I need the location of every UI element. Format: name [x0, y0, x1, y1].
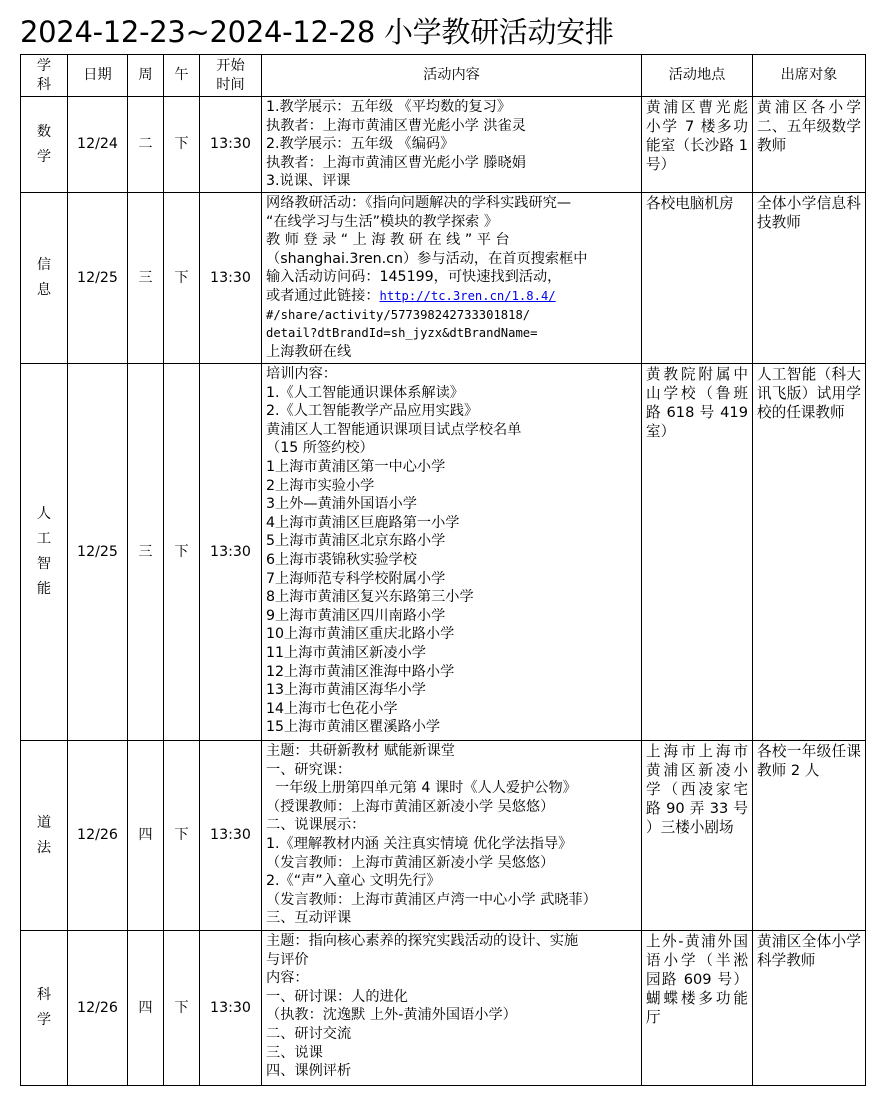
page-title: 2024-12-23~2024-12-28 小学教研活动安排 — [20, 15, 614, 49]
audience-cell: 全体小学信息科技教师 — [753, 193, 866, 364]
time-cell: 13:30 — [200, 931, 262, 1086]
date-cell: 12/26 — [68, 931, 128, 1086]
content-line: （授课教师：上海市黄浦区新凌小学 吴悠悠） — [266, 798, 555, 815]
content-line: 四、课例评析 — [266, 1063, 352, 1080]
location-cell: 上外-黄浦外国语小学（半淞园路 609 号）蝴蝶楼多功能厅 — [642, 931, 753, 1086]
content-line: 3.说课、评课 — [266, 173, 351, 190]
time-cell: 13:30 — [200, 364, 262, 741]
content-line: 执教者：上海市黄浦区曹光彪小学 滕晓娟 — [266, 154, 526, 171]
time-cell: 13:30 — [200, 97, 262, 193]
school-list-item: 5上海市黄浦区北京东路小学 — [266, 533, 446, 550]
content-line: 教 师 登 录 “ 上 海 教 研 在 线 ” 平 台 — [266, 232, 510, 249]
content-line: 主题：指向核心素养的探究实践活动的设计、实施 — [266, 933, 579, 949]
content-line: detail?dtBrandId=sh_jyzx&dtBrandName= — [266, 326, 538, 341]
weekday-cell: 三 — [128, 364, 164, 741]
weekday-cell: 二 — [128, 97, 164, 193]
location-cell: 上海市上海市黄浦区新凌小学（西凌家宅路 90 弄 33 号 ）三楼小剧场 — [642, 741, 753, 931]
content-line: 主题：共研新教材 赋能新课堂 — [266, 743, 455, 759]
content-line: 一年级上册第四单元第 4 课时《人人爱护公物》 — [266, 780, 577, 797]
content-line: 上海教研在线 — [266, 343, 352, 360]
content-line: 1.《理解教材内涵 关注真实情境 优化学法指导》 — [266, 835, 573, 852]
content-cell — [262, 741, 642, 931]
school-list-item: 13上海市黄浦区海华小学 — [266, 682, 426, 699]
header-date: 日期 — [68, 55, 128, 97]
content-line: 网络教研活动：《指向问题解决的学科实践研究— — [266, 195, 572, 211]
content-cell — [262, 97, 642, 193]
table-row — [21, 193, 866, 364]
school-list-item: 8上海市黄浦区复兴东路第三小学 — [266, 589, 474, 606]
content-line: 2.《人工智能教学产品应用实践》 — [266, 403, 479, 420]
school-list-item: 11上海市黄浦区新凌小学 — [266, 644, 426, 661]
audience-cell: 人工智能（科大讯飞版）试用学校的任课教师 — [753, 364, 866, 741]
content-line — [266, 287, 637, 306]
subject-cell: 科学 — [21, 931, 68, 1086]
header-location: 活动地点 — [642, 55, 753, 97]
content-line: （执教：沈逸默 上外-黄浦外国语小学） — [266, 1007, 517, 1024]
weekday-cell: 四 — [128, 931, 164, 1086]
school-list-item: 7上海师范专科学校附属小学 — [266, 570, 446, 587]
weekday-cell: 四 — [128, 741, 164, 931]
school-list-item: 2上海市实验小学 — [266, 477, 375, 494]
content-line: 三、互动评课 — [266, 910, 352, 927]
content-cell — [262, 931, 642, 1086]
content-cell — [262, 364, 642, 741]
school-list-item: 3上外—黄浦外国语小学 — [266, 496, 417, 513]
date-cell: 12/25 — [68, 364, 128, 741]
content-line: 培训内容： — [266, 366, 337, 382]
date-cell: 12/26 — [68, 741, 128, 931]
school-list-item: 4上海市黄浦区巨鹿路第一小学 — [266, 514, 460, 531]
audience-cell: 各校一年级任课教师 2 人 — [753, 741, 866, 931]
header-row — [21, 55, 866, 97]
subject-cell: 道法 — [21, 741, 68, 931]
subject-cell: 人工智能 — [21, 364, 68, 741]
period-cell: 下 — [164, 741, 200, 931]
location-cell: 黄教院附属中山学校（鲁班路 618 号 419 室） — [642, 364, 753, 741]
time-cell: 13:30 — [200, 741, 262, 931]
school-list-item: 9上海市黄浦区四川南路小学 — [266, 607, 446, 624]
content-line: （发言教师：上海市黄浦区卢湾一中心小学 武晓菲） — [266, 891, 597, 908]
content-line: 二、说课展示： — [266, 817, 366, 834]
header-content: 活动内容 — [262, 55, 642, 97]
header-audience: 出席对象 — [753, 55, 866, 97]
weekday-cell: 三 — [128, 193, 164, 364]
content-line: 1.教学展示：五年级 《平均数的复习》 — [266, 99, 512, 115]
table-row — [21, 741, 866, 931]
content-line: 与评价 — [266, 951, 309, 968]
content-line: （15 所签约校） — [266, 440, 374, 457]
content-line: 三、说课 — [266, 1044, 323, 1061]
content-line: 内容： — [266, 970, 309, 987]
content-line: 2.教学展示：五年级 《编码》 — [266, 136, 455, 153]
period-cell: 下 — [164, 193, 200, 364]
schedule-table — [20, 54, 866, 1086]
subject-cell: 信息 — [21, 193, 68, 364]
content-line: 黄浦区人工智能通识课项目试点学校名单 — [266, 421, 522, 438]
period-cell: 下 — [164, 931, 200, 1086]
location-cell: 黄浦区曹光彪小学 7 楼多功能室（长沙路 1 号） — [642, 97, 753, 193]
content-line: 2.《“声”入童心 文明先行》 — [266, 873, 441, 890]
content-line: #/share/activity/577398242733301818/ — [266, 307, 531, 322]
header-weekday: 周 — [128, 55, 164, 97]
school-list-item: 12上海市黄浦区淮海中路小学 — [266, 663, 455, 680]
period-cell: 下 — [164, 97, 200, 193]
school-list-item: 6上海市裘锦秋实验学校 — [266, 551, 417, 568]
content-line: 二、研讨交流 — [266, 1025, 352, 1042]
school-list-item: 1上海市黄浦区第一中心小学 — [266, 458, 446, 475]
content-line: 输入活动访问码：145199，可快速找到活动， — [266, 269, 562, 286]
content-line: 一、研讨课：人的进化 — [266, 988, 408, 1005]
link-intro: 或者通过此链接： — [266, 287, 380, 304]
content-cell — [262, 193, 642, 364]
school-list-item: 10上海市黄浦区重庆北路小学 — [266, 626, 455, 643]
content-line: 1.《人工智能通识课体系解读》 — [266, 384, 464, 401]
time-cell: 13:30 — [200, 193, 262, 364]
subject-cell: 数学 — [21, 97, 68, 193]
content-line: “在线学习与生活”模块的教学探索 》 — [266, 213, 499, 230]
audience-cell: 黄浦区各小学二、五年级数学教师 — [753, 97, 866, 193]
content-line: 一、研究课： — [266, 761, 352, 778]
school-list-item: 15上海市黄浦区瞿溪路小学 — [266, 719, 441, 736]
content-line: 执教者：上海市黄浦区曹光彪小学 洪雀灵 — [266, 117, 526, 134]
date-cell: 12/24 — [68, 97, 128, 193]
header-subject: 学科 — [21, 55, 68, 97]
table-row — [21, 364, 866, 741]
date-cell: 12/25 — [68, 193, 128, 364]
table-row — [21, 97, 866, 193]
audience-cell: 黄浦区全体小学科学教师 — [753, 931, 866, 1086]
header-start-time: 开始时间 — [200, 55, 262, 97]
content-line: （shanghai.3ren.cn）参与活动，在首页搜索框中 — [266, 250, 588, 267]
location-cell: 各校电脑机房 — [642, 193, 753, 364]
header-period: 午 — [164, 55, 200, 97]
content-line: （发言教师：上海市黄浦区新凌小学 吴悠悠） — [266, 854, 555, 871]
period-cell: 下 — [164, 364, 200, 741]
activity-link[interactable]: http://tc.3ren.cn/1.8.4/ — [379, 288, 556, 303]
school-list-item: 14上海市七色花小学 — [266, 700, 398, 717]
table-row — [21, 931, 866, 1086]
